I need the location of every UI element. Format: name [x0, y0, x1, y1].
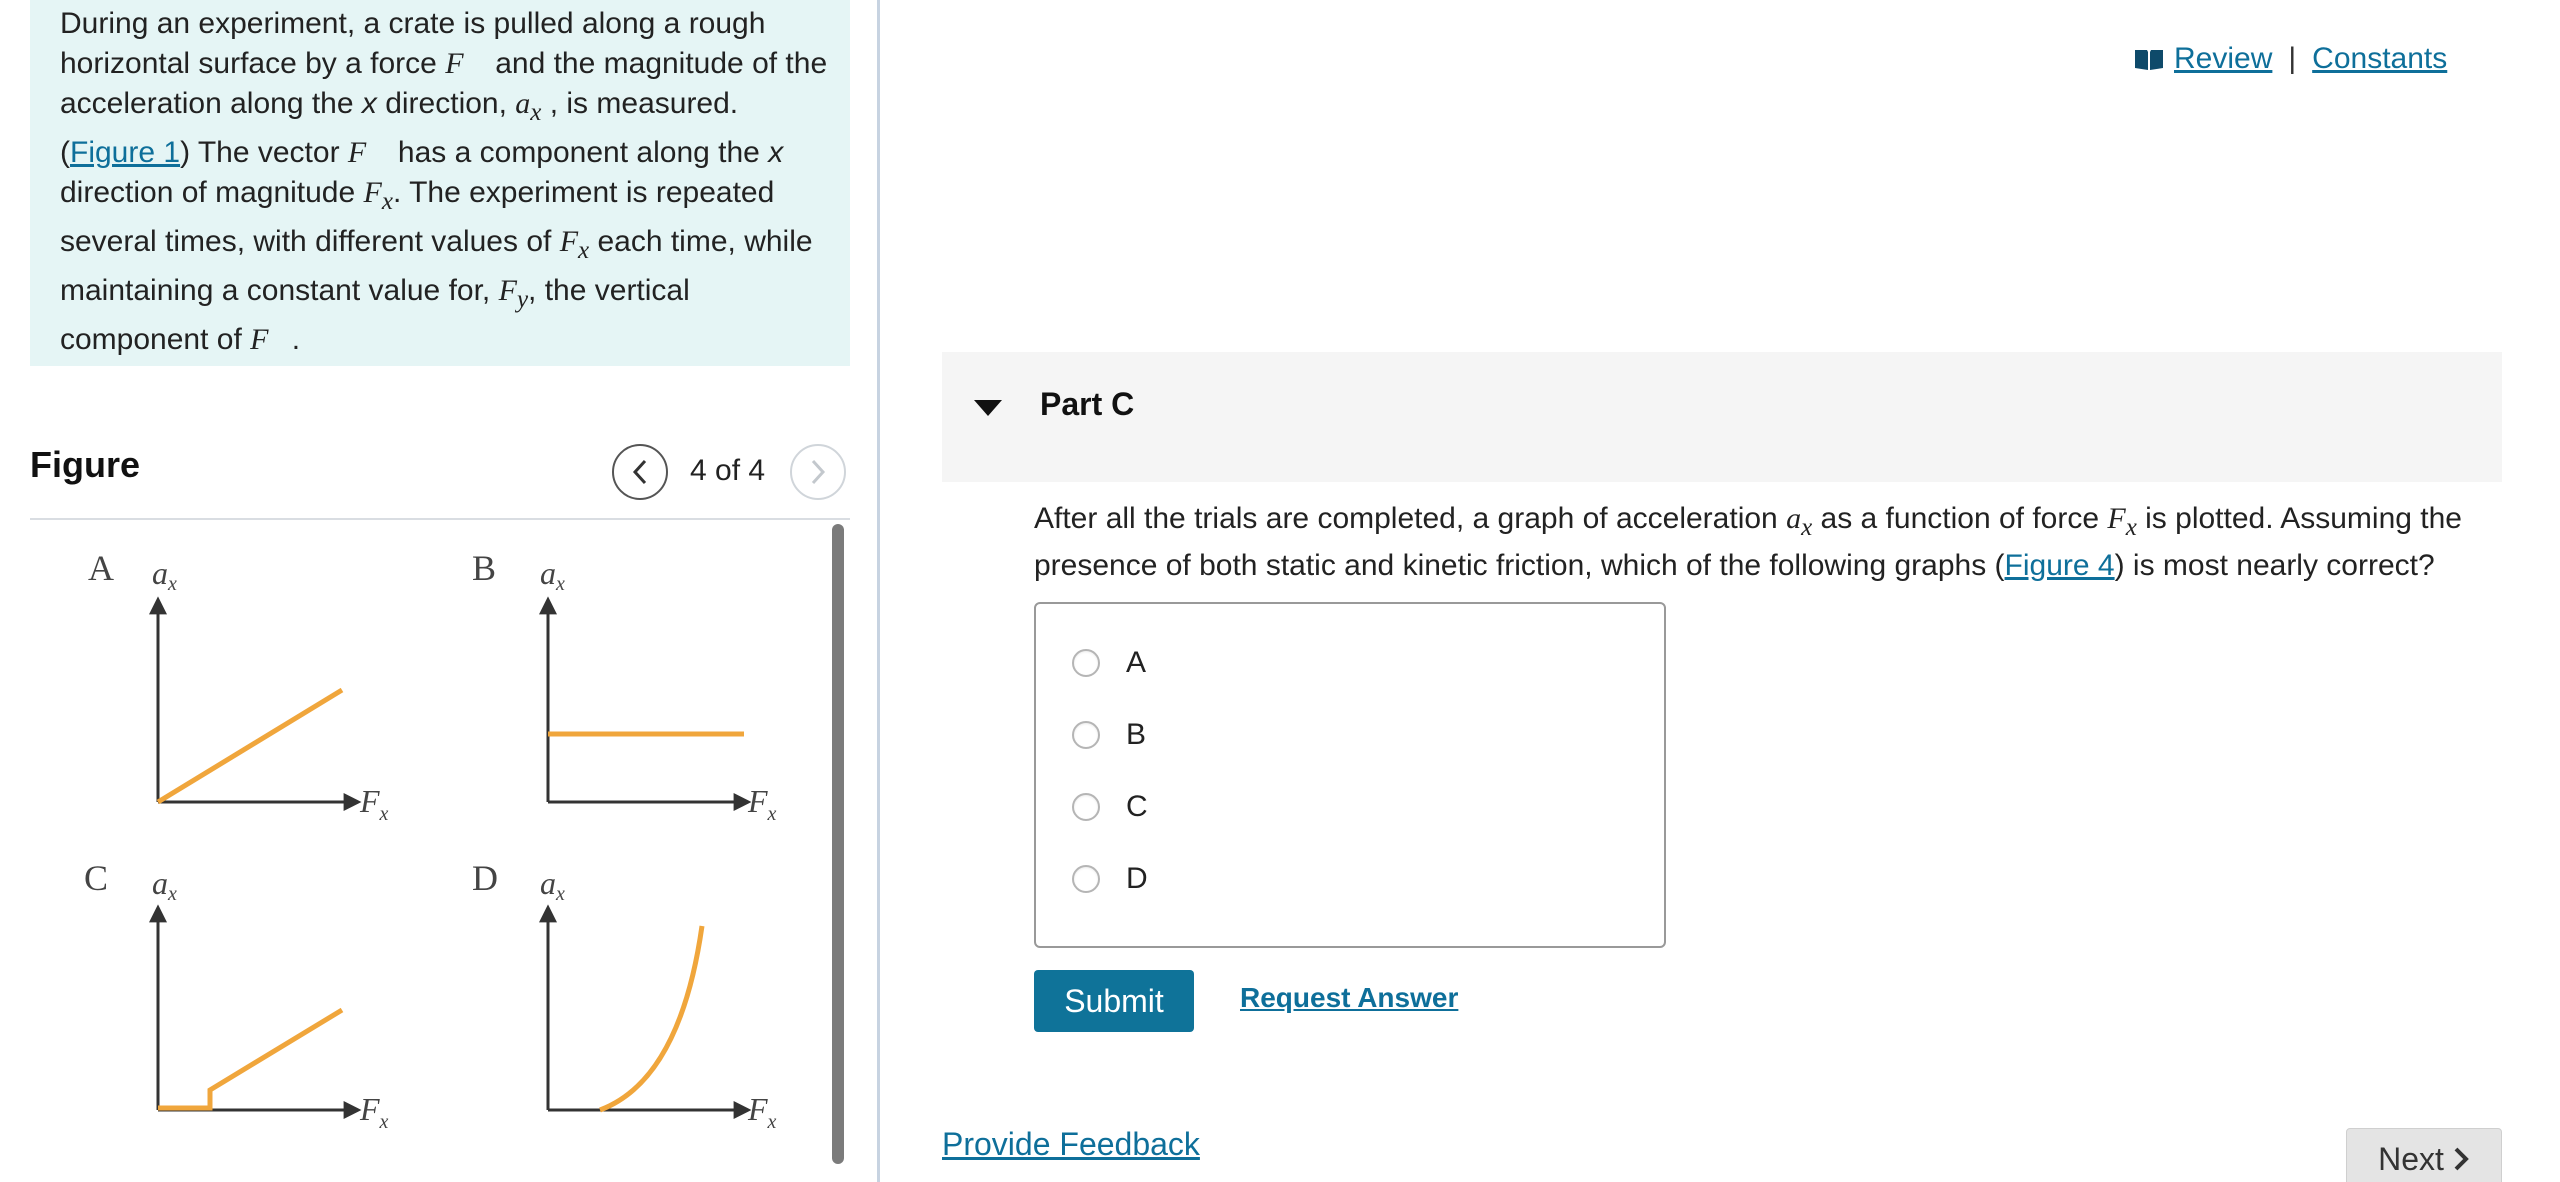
- curve: [158, 690, 342, 802]
- curve: [158, 1010, 342, 1108]
- choice-c[interactable]: [1072, 790, 1148, 824]
- figure-title: Figure: [30, 444, 141, 485]
- next-label: Next: [2378, 1140, 2444, 1177]
- intro-text: , the vertical component of: [60, 274, 690, 356]
- submit-button[interactable]: Submit: [1034, 970, 1194, 1032]
- choice-label: A: [1126, 646, 1147, 679]
- var-x: x: [361, 87, 377, 120]
- y-axis-label: ax: [540, 865, 565, 905]
- graph-label: D: [472, 858, 498, 898]
- choice-a[interactable]: [1072, 646, 1146, 680]
- figure-1-link[interactable]: Figure 1: [70, 136, 181, 169]
- intro-text: each time, while maintaining a constant value for,: [60, 225, 813, 307]
- intro-text: .: [291, 323, 301, 356]
- figure-counter: 4 of 4: [690, 454, 766, 487]
- var-Fx: $F_x$: [363, 176, 393, 215]
- y-axis-label: ax: [152, 555, 177, 595]
- figure-image: [30, 520, 830, 1182]
- choice-b[interactable]: [1072, 718, 1146, 752]
- chevron-right-icon: [808, 458, 828, 486]
- graph-d: [472, 858, 777, 1133]
- vector-F: F⃗: [445, 47, 487, 80]
- y-axis-label: ax: [540, 555, 565, 595]
- next-figure-button[interactable]: [790, 444, 846, 500]
- chevron-left-icon: [630, 458, 650, 486]
- caret-down-icon: [974, 400, 1002, 416]
- book-icon: [2134, 47, 2164, 71]
- vector-F: F⃗: [250, 323, 292, 356]
- y-axis-label: ax: [152, 865, 177, 905]
- choice-label: B: [1126, 718, 1147, 751]
- x-axis-label: $F_x$: [360, 1091, 389, 1133]
- request-answer-link[interactable]: Request Answer: [1240, 982, 1459, 1013]
- intro-text: ) The vector: [180, 136, 348, 169]
- intro-text: direction of magnitude: [60, 176, 364, 209]
- var-x: x: [768, 136, 784, 169]
- problem-text: [60, 4, 830, 360]
- provide-feedback-link[interactable]: Provide Feedback: [942, 1126, 1200, 1162]
- question-text: After all the trials are completed, a graph of acceleration $a_x$ as a function of force $F_x$ is plotted. Assuming the presence of both static and kinetic friction, which of the following graphs (Figure 4) is most nearly correct?: [1034, 502, 2462, 582]
- intro-text: direction,: [376, 87, 516, 120]
- radio-button[interactable]: [1072, 865, 1100, 893]
- review-link[interactable]: Review: [2174, 42, 2273, 75]
- radio-button[interactable]: [1072, 649, 1100, 677]
- x-axis-label: $F_x$: [360, 783, 389, 825]
- figure-header: [30, 430, 850, 520]
- chevron-right-icon: [2452, 1146, 2470, 1172]
- curve: [600, 926, 702, 1110]
- header-links: [2134, 42, 2447, 76]
- part-header[interactable]: [942, 352, 2502, 482]
- next-button[interactable]: [2346, 1128, 2502, 1182]
- left-panel: [0, 0, 880, 1182]
- intro-text: During an experiment, a crate is pulled along a rough horizontal surface by a force: [60, 7, 766, 80]
- constants-link[interactable]: Constants: [2312, 42, 2448, 75]
- intro-text: has a component along the: [389, 136, 769, 169]
- graph-c: [84, 858, 389, 1133]
- var-Fy: $F_y$: [498, 274, 529, 313]
- intro-text: and the magnitude of the acceleration along the: [60, 47, 828, 120]
- choice-d[interactable]: [1072, 862, 1148, 896]
- graph-label: C: [84, 858, 109, 898]
- choice-label: D: [1126, 862, 1148, 895]
- figure-scrollbar[interactable]: [832, 524, 844, 1164]
- part-title: Part C: [1040, 386, 1135, 422]
- var-Fx: $F_x$: [559, 225, 590, 264]
- graph-label: B: [472, 548, 497, 588]
- var-Fx: $F_x$: [2107, 502, 2137, 541]
- problem-intro: [30, 0, 850, 366]
- link-separator: |: [2288, 42, 2297, 75]
- graph-label: A: [88, 548, 114, 588]
- vector-F: F⃗: [347, 136, 390, 169]
- intro-text: . The experiment is repeated several times, with different values of: [60, 176, 775, 258]
- graph-a: [88, 548, 389, 825]
- var-a-x: $a_x$: [1786, 502, 1813, 541]
- graph-b: [472, 548, 777, 825]
- figure-4-link[interactable]: Figure 4: [2004, 549, 2115, 582]
- x-axis-label: $F_x$: [748, 783, 777, 825]
- figure-graphs: [30, 520, 830, 1182]
- radio-button[interactable]: [1072, 793, 1100, 821]
- var-a-x: $a_x$: [515, 87, 542, 126]
- choice-label: C: [1126, 790, 1148, 823]
- intro-text: , is measured.(: [60, 87, 739, 169]
- radio-button[interactable]: [1072, 721, 1100, 749]
- previous-figure-button[interactable]: [612, 444, 668, 500]
- x-axis-label: $F_x$: [748, 1091, 777, 1133]
- answer-choices: [1034, 602, 1666, 948]
